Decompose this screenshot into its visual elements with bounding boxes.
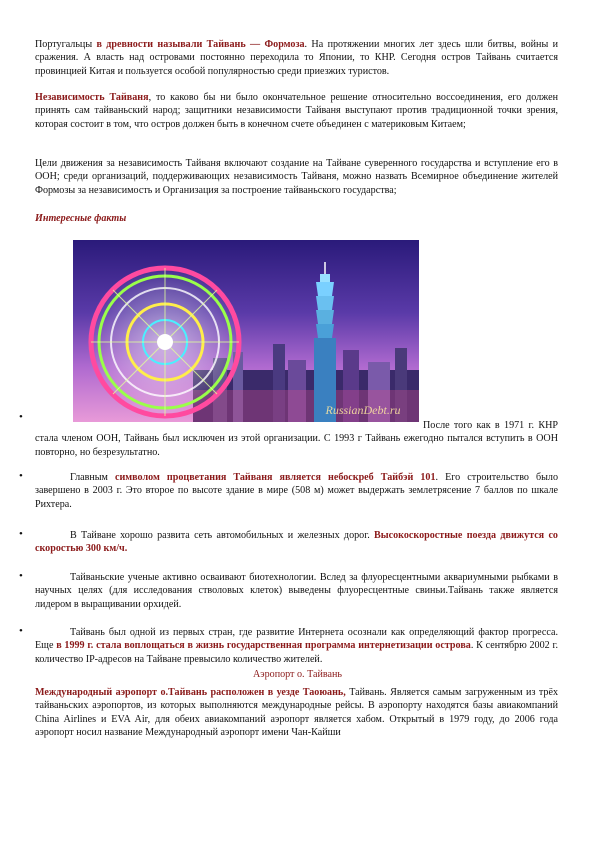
fact-un-membership: После того как в 1971 г. КНР стала членом ООН, Тайвань был исключен из этой организации. С 1993 г Тайвань ежегодно пытался вступить в ООН повторно, но безрезультатно. [35,420,558,458]
text-run: . Его строительство было завершено в 2003 г. Это второе по высоте здание в мире (508 м) может выдержать землетрясение 7 баллов по шкале Рихтера. [35,472,558,510]
fact-internet [35,626,558,666]
text-run: Тайвань. Является самым загруженным из трёх тайваньских аэропортов, из которых выполняются международные рейсы. В аэропорту находятся базы авиакомпаний China Airlines и EVA Air, для обеих авиакомпаний аэропорт является хабом. Открытый в 1979 году, до 2006 года аэропорт носил название Международный аэропорт имени Чан-Кайши [35,687,558,738]
paragraph-airport [35,686,558,739]
highlight-independence: Независимость Тайваня [35,92,149,103]
paragraph-movement-goals: Цели движения за независимость Тайваня включают создание на Тайване суверенного государства и вступление его в ООН; среди организаций, поддерживающих независимость Тайваня, можно назвать Всемирное объединение жителей Формозы за независимость и Организация за построение тайваньского государства; [35,158,558,196]
bullet-marker: • [19,528,23,540]
text-run: В Тайване хорошо развита сеть автомобильных и железных дорог. [70,530,375,541]
taipei-night-photo [73,240,419,422]
text-run: , то каково бы ни было окончательное решение относительно воссоединения, его должен принять сам тайваньский народ; защитники независимости Тайваня выступают против традиционной точки зрения, которая состоит в том, что остров должен быть в конечном счете объединен с материковым Китаем; [35,92,558,130]
taipei-skyline-illustration [73,240,419,422]
airport-caption: Аэропорт о. Тайвань [252,669,343,680]
bullet-marker: • [19,570,23,582]
fact-biotech [35,571,558,611]
highlight-trains: Высокоскоростные поезда движутся со скоростью 300 км/ч. [35,530,558,555]
text-run: . На протяжении многих лет здесь шли битвы, войны и сражения. А власть над островами постоянно переходила то Японии, то КНР. Сегодня остров Тайвань считается провинцией Китая и пользуется особой популярностью среди приезжих туристов. [35,39,558,77]
text-run: Тайваньские ученые активно осваивают биотехнологии. Вслед за флуоресцентными аквариумными рыбками в научных целях (для исследования стволовых клеток) выведены флуоресцентные свиньи.Тайвань также является лидером в выращивании орхидей. [35,572,558,610]
highlight-airport: Международный аэропорт о.Тайвань расположен в уезде Таоюань, [35,687,346,698]
fact-transport [35,529,558,556]
highlight-internet: в 1999 г. стала воплощаться в жизнь государственная программа интернетизации острова [56,640,471,652]
text-run: Главным [70,472,115,483]
taipei-101-tower [314,262,336,422]
ferris-wheel [87,264,243,420]
text-run: . К сентябрю 2002 г. количество IP-адресов на Тайване превысило количество жителей. [35,640,558,665]
paragraph-formosa [35,38,558,78]
bullet-marker: • [19,411,23,423]
bullet-marker: • [19,470,23,482]
paragraph-independence [35,91,558,131]
bullet-marker: • [19,625,23,637]
photo-watermark: RussianDebt.ru [325,403,401,417]
fact-taipei-101 [35,471,558,511]
text-run: Португальцы [35,39,97,50]
text-run: Тайвань был одной из первых стран, где развитие Интернета осознали как определяющий фактор прогресса. Еще [35,627,558,652]
section-heading: Интересные факты [35,213,127,224]
highlight-formosa: в древности называли Тайвань — Формоза [96,39,305,50]
highlight-taipei-101: символом процветания Тайваня является небоскреб Тайбэй 101 [114,472,436,483]
